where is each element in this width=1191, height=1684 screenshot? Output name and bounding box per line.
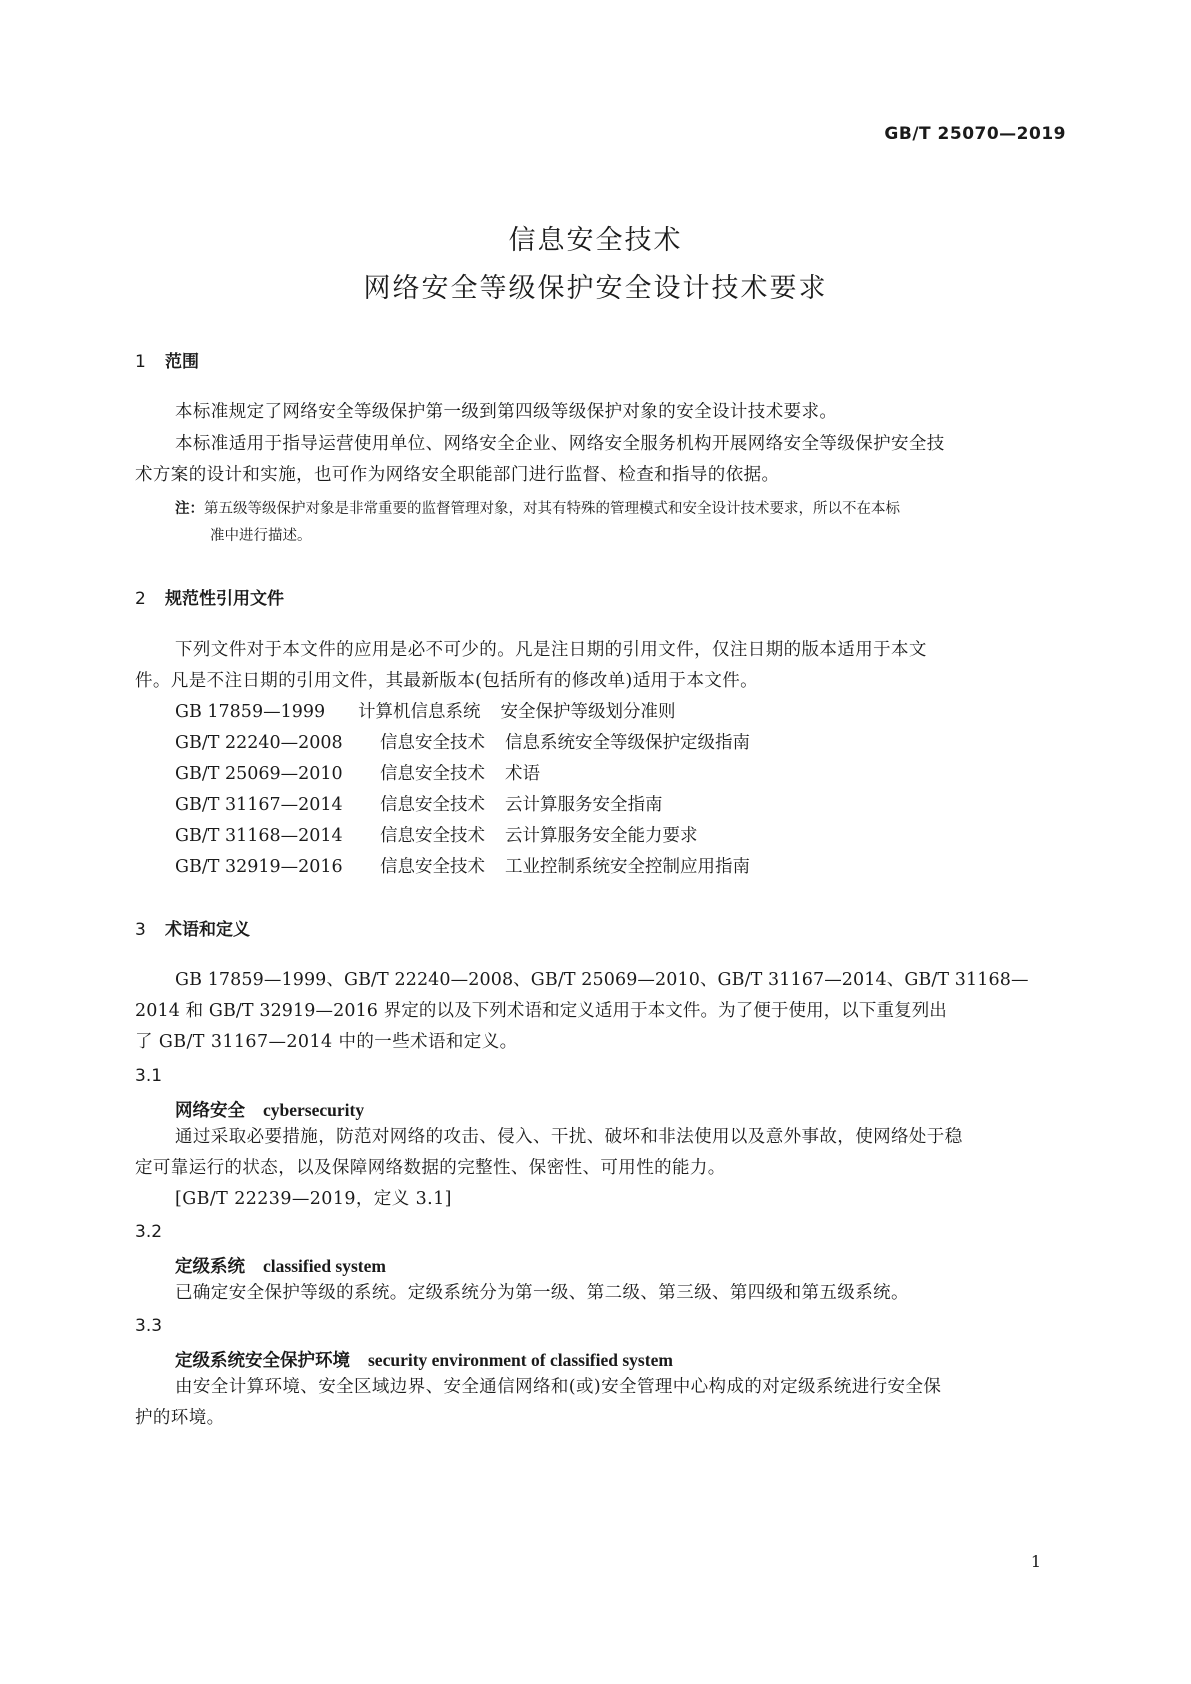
term-name: [175, 1253, 386, 1278]
term-definition-line1: 由安全计算环境、安全区域边界、安全通信网络和(或)安全管理中心构成的对定级系统进行安全保: [175, 1377, 942, 1397]
terms-intro-line3: 了 GB/T 31167—2014 中的一些术语和定义。: [135, 1032, 518, 1052]
reference-title-part1: 计算机信息系统: [358, 702, 481, 722]
document-title-line2: 网络安全等级保护安全设计技术要求: [363, 273, 828, 304]
reference-title-part2: 术语: [505, 764, 540, 784]
term-name-zh: 网络安全: [175, 1101, 245, 1121]
term-name-en: security environment of classified system: [368, 1350, 673, 1370]
reference-title-part1: 信息安全技术: [380, 826, 485, 846]
scope-note-line2: 准中进行描述。: [210, 528, 312, 544]
reference-title-part2: 信息系统安全等级保护定级指南: [505, 733, 750, 753]
document-title-line1: 信息安全技术: [508, 225, 683, 256]
term-name-en: classified system: [263, 1256, 386, 1276]
section-2-heading: [135, 584, 284, 609]
reference-title-part2: 云计算服务安全指南: [505, 795, 663, 815]
reference-item: [175, 797, 663, 815]
reference-title-part1: 信息安全技术: [380, 764, 485, 784]
section-number: 2: [135, 589, 146, 609]
reference-code: GB/T 31168—2014: [175, 826, 343, 846]
reference-title-part2: 工业控制系统安全控制应用指南: [505, 857, 750, 877]
standard-number: GB/T 25070—2019: [884, 124, 1066, 144]
term-definition-line1: 已确定安全保护等级的系统。定级系统分为第一级、第二级、第三级、第四级和第五级系统。: [175, 1283, 909, 1303]
section-title: 范围: [165, 352, 199, 372]
reference-code: GB/T 32919—2016: [175, 857, 343, 877]
reference-code: GB 17859—1999: [175, 702, 326, 722]
reference-item: [175, 766, 540, 784]
term-name-zh: 定级系统: [175, 1257, 245, 1277]
reference-item: [175, 704, 676, 722]
reference-item: [175, 859, 750, 877]
section-1-heading: [135, 347, 199, 372]
reference-title-part1: 信息安全技术: [380, 795, 485, 815]
term-name-en: cybersecurity: [263, 1100, 365, 1120]
term-name: [175, 1347, 673, 1372]
section-title: 术语和定义: [165, 920, 250, 940]
term-definition-line2: 护的环境。: [135, 1408, 225, 1428]
refs-paragraph-line1: 下列文件对于本文件的应用是必不可少的。凡是注日期的引用文件，仅注日期的版本适用于本文: [175, 640, 927, 660]
term-number: 3.3: [135, 1316, 163, 1336]
scope-paragraph-2-line2: 术方案的设计和实施，也可作为网络安全职能部门进行监督、检查和指导的依据。: [135, 465, 780, 485]
section-3-heading: [135, 915, 250, 940]
reference-code: GB/T 25069—2010: [175, 764, 343, 784]
reference-title-part2: 安全保护等级划分准则: [500, 702, 676, 722]
reference-title-part1: 信息安全技术: [380, 733, 485, 753]
section-number: 3: [135, 920, 146, 940]
term-definition-line1: 通过采取必要措施，防范对网络的攻击、侵入、干扰、破坏和非法使用以及意外事故，使网络处于稳: [175, 1127, 963, 1147]
term-number: 3.1: [135, 1066, 163, 1086]
reference-code: GB/T 31167—2014: [175, 795, 343, 815]
scope-paragraph-1: 本标准规定了网络安全等级保护第一级到第四级等级保护对象的安全设计技术要求。: [175, 402, 838, 422]
term-number: 3.2: [135, 1222, 163, 1242]
reference-item: [175, 828, 698, 846]
section-number: 1: [135, 352, 146, 372]
refs-paragraph-line2: 件。凡是不注日期的引用文件，其最新版本(包括所有的修改单)适用于本文件。: [135, 671, 759, 691]
reference-title-part1: 信息安全技术: [380, 857, 485, 877]
reference-code: GB/T 22240—2008: [175, 733, 343, 753]
terms-intro-line1: GB 17859—1999、GB/T 22240—2008、GB/T 25069—2010、GB/T 31167—2014、GB/T 31168—: [175, 970, 1029, 990]
note-label: 注：: [175, 501, 204, 517]
term-definition-line2: 定可靠运行的状态，以及保障网络数据的完整性、保密性、可用性的能力。: [135, 1158, 726, 1178]
note-text: 第五级等级保护对象是非常重要的监督管理对象，对其有特殊的管理模式和安全设计技术要求，所以不在本标: [204, 501, 900, 517]
term-name-zh: 定级系统安全保护环境: [175, 1351, 350, 1371]
section-title: 规范性引用文件: [165, 589, 284, 609]
scope-paragraph-2-line1: 本标准适用于指导运营使用单位、网络安全企业、网络安全服务机构开展网络安全等级保护安全技: [175, 434, 945, 454]
reference-item: [175, 735, 750, 753]
scope-note-line1: [175, 502, 900, 517]
page-number: 1: [1030, 1552, 1041, 1571]
reference-title-part2: 云计算服务安全能力要求: [505, 826, 698, 846]
term-name: [175, 1097, 364, 1122]
term-source: [GB/T 22239—2019，定义 3.1]: [175, 1189, 452, 1209]
terms-intro-line2: 2014 和 GB/T 32919—2016 界定的以及下列术语和定义适用于本文件。为了便于使用，以下重复列出: [135, 1001, 947, 1021]
